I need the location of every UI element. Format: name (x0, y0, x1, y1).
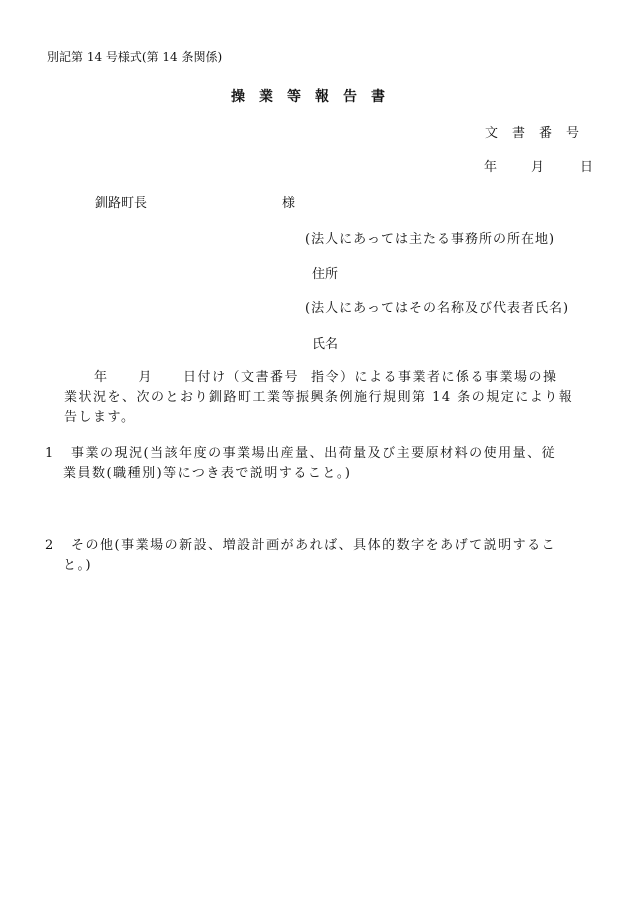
report-item-1 (45, 444, 605, 484)
date-month-label: 月 (530, 160, 544, 175)
body-line-2: 業状況を、次のとおり釧路町工業等振興条例施行規則第 14 条の規定により報 (64, 390, 574, 405)
report-item-1-number: 1 (45, 446, 55, 461)
report-item-2-text-1: その他(事業場の新設、増設計画があれば、具体的数字をあげて説明するこ (71, 538, 557, 553)
body-day-suffix: 日付け（文書番号 (183, 370, 300, 385)
date-year-label: 年 (483, 160, 497, 175)
report-item-1-line-2: 業員数(職種別)等につき表で説明すること。) (63, 466, 352, 481)
body-month: 月 (138, 370, 154, 385)
report-item-2-line-1 (45, 536, 605, 556)
address-note: (法人にあっては主たる事務所の所在地) (305, 232, 556, 247)
document-title: 操業等報告書 (231, 89, 399, 105)
body-line-1 (64, 368, 594, 388)
addressee-name: 釧路町長 (95, 196, 148, 211)
body-line-1-rest: 指令）による事業者に係る事業場の操 (311, 370, 558, 385)
report-item-1-line-1 (45, 444, 605, 464)
report-item-2-number: 2 (45, 538, 55, 553)
report-item-2-line-2: と。) (63, 558, 93, 573)
body-paragraph (64, 368, 594, 428)
body-line-3: 告します。 (64, 410, 136, 425)
report-item-2 (45, 536, 605, 576)
addressee-honorific: 様 (282, 196, 296, 211)
body-year: 年 (94, 370, 109, 385)
date-line (484, 156, 593, 175)
name-note: (法人にあってはその名称及び代表者氏名) (305, 301, 570, 316)
date-day-label: 日 (579, 160, 593, 175)
name-label: 氏名 (312, 337, 339, 352)
report-item-1-text-1: 事業の現況(当該年度の事業場出産量、出荷量及び主要原材料の使用量、従 (71, 446, 557, 461)
document-number-label: 文書番号 (484, 126, 593, 141)
address-label: 住所 (312, 267, 339, 282)
form-label: 別記第 14 号様式(第 14 条関係) (47, 50, 223, 64)
